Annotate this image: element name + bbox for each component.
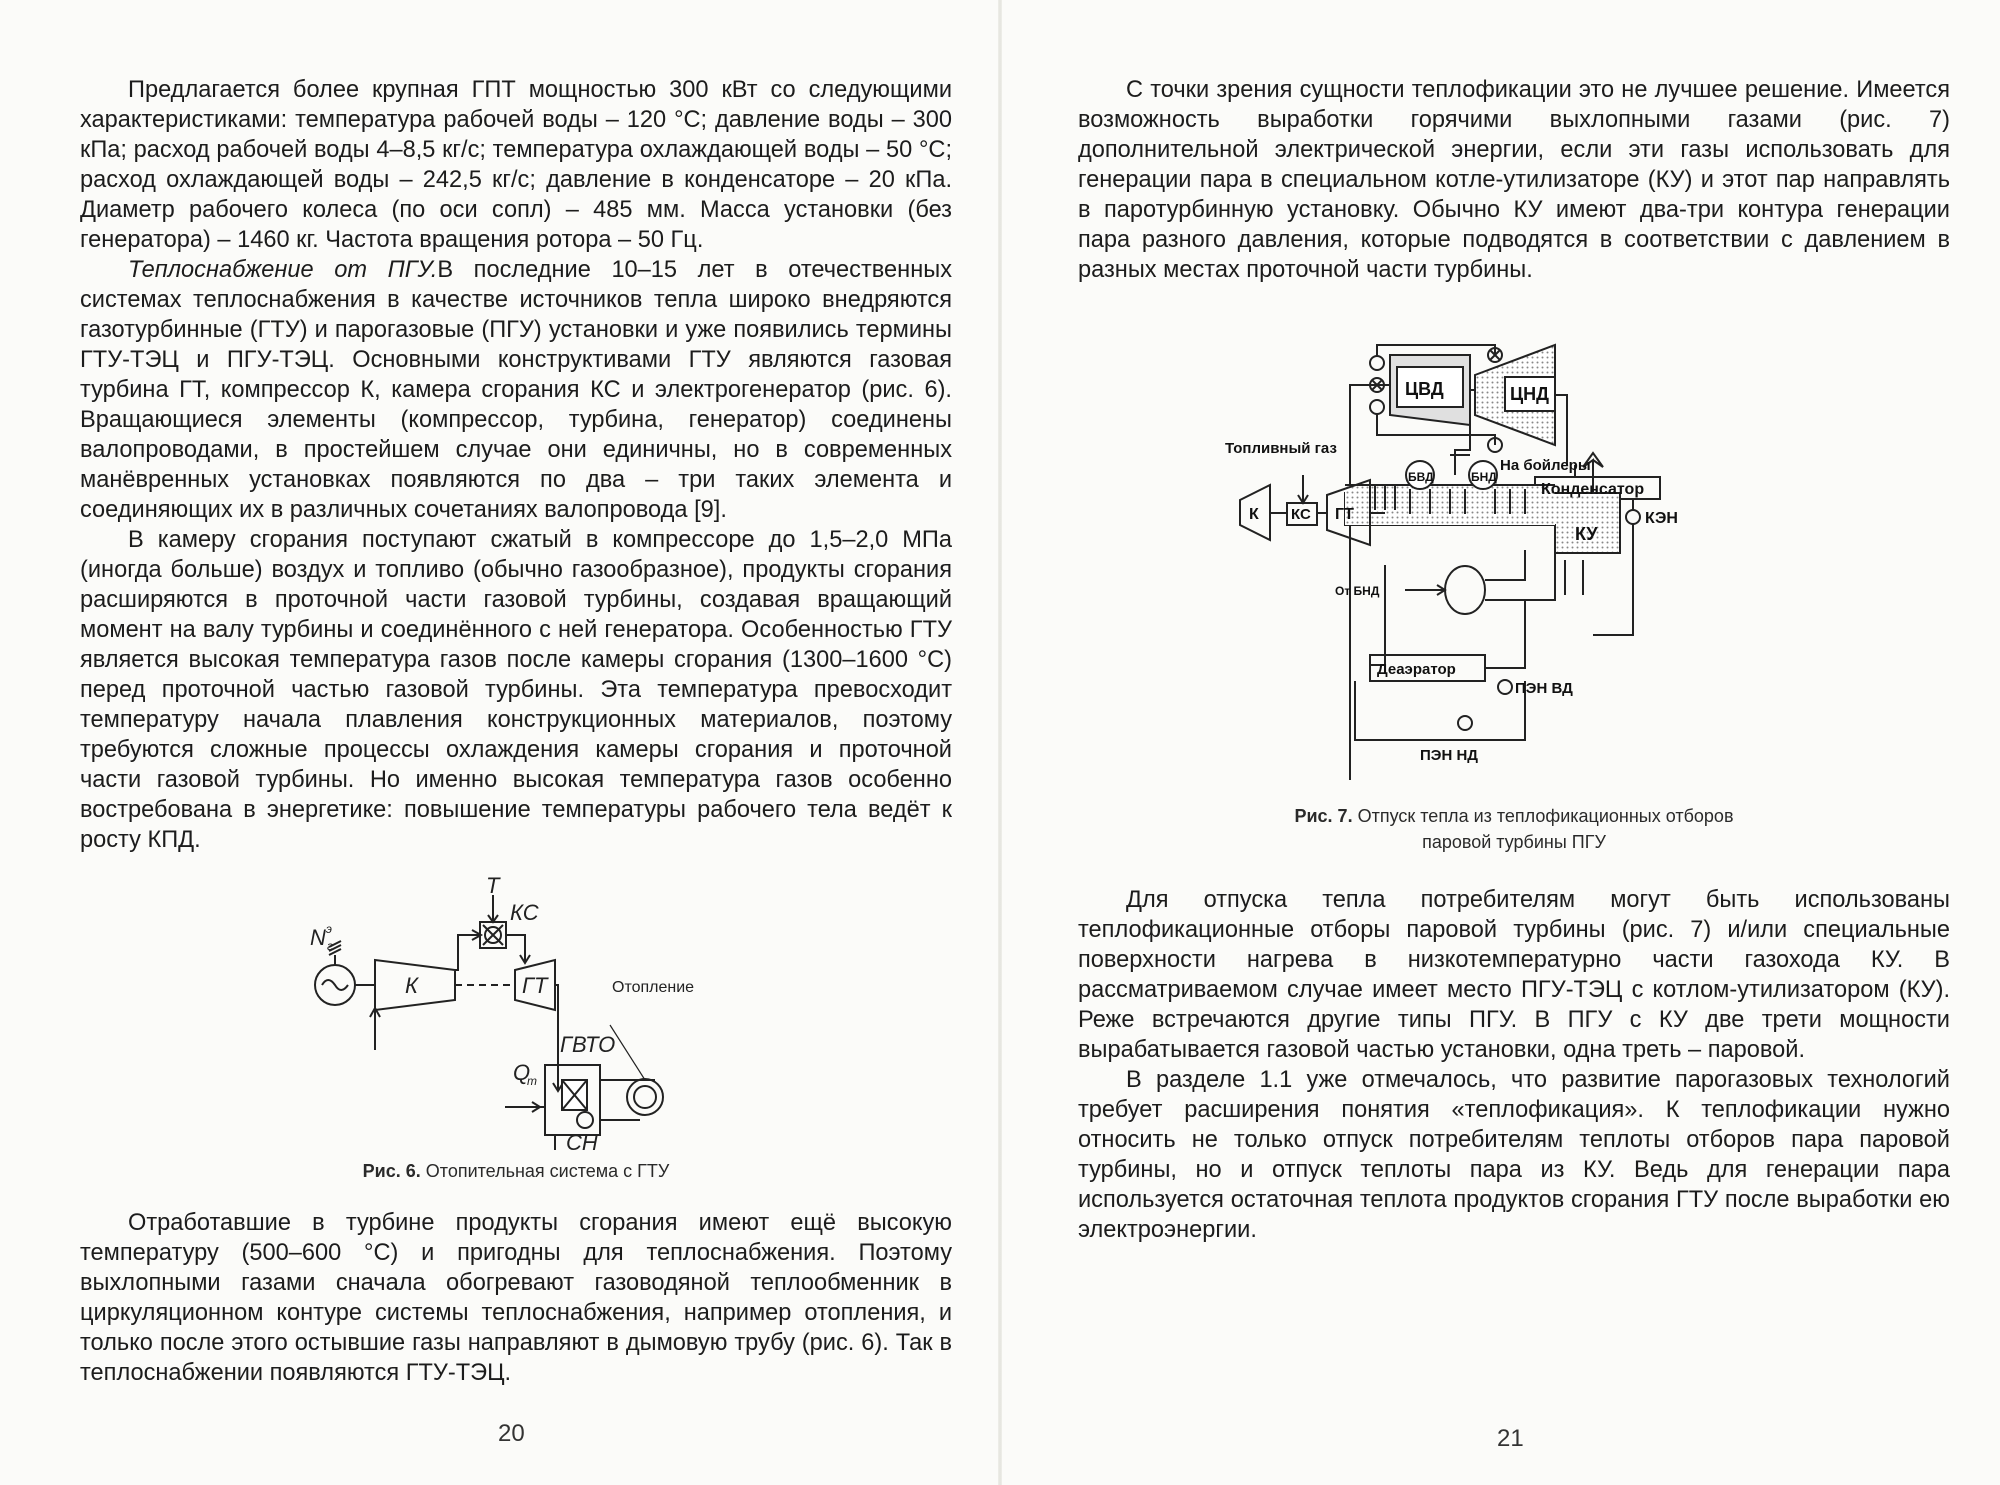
label-ot-bnd: От БНД xyxy=(1335,584,1380,598)
figure-6-diagram xyxy=(300,875,720,1150)
paragraph-pgu-text: В последние 10–15 лет в отечественных системах теплоснабжения в качестве источников тепла широко внедряются газотурбинные (ГТУ) и парогазовые (ПГУ) установки и уже появились термины ГТУ-ТЭЦ и ПГУ-ТЭЦ. Основными конструктивами ГТУ являются газовая турбина ГТ, компрессор К, камера сгорания КС и электрогенератор (рис. 6). Вращающиеся элементы (компрессор, турбина, генератор) соединены валопроводами, в простейшем случае они единичны, но в современных манёвренных установках появляются по два – три таких элемента и соединяющих их в различных сочетаниях валопровода [9]. xyxy=(80,257,952,523)
heating-consumer xyxy=(627,1079,663,1115)
label-pen-nd: ПЭН НД xyxy=(1420,747,1478,764)
pump-pen-nd xyxy=(1458,716,1472,730)
page-number-left: 20 xyxy=(498,1420,525,1447)
paragraph-combustion: В камеру сгорания поступают сжатый в компрессоре до 1,5–2,0 МПа (иногда больше) воздух и топливо (обычно газообразное), продукты сгорания расширяются в проточной части газовой турбины, создавая вращающий момент на валу турбины и соединённого с ней генератора. Особенностью ГТУ является высокая температура газов после камеры сгорания (1300–1600 °С) перед проточной частью газовой турбины. Эта температура превосходит температуру начала плавления конструкционных материалов, поэтому требуются сложные процессы охлаждения камеры сгорания и проточной части газовой турбины. Но именно высокая температура газов особенно востребована в энергетике: повышение температуры рабочего тела ведёт к росту КПД. xyxy=(80,527,952,853)
figure-6-caption-text: Отопительная система с ГТУ xyxy=(425,1161,670,1181)
figure-7-caption xyxy=(1078,803,1950,855)
paragraph-pgu xyxy=(80,255,952,525)
label-ku: КУ xyxy=(1575,524,1598,544)
figure-7-caption-line1-wrap xyxy=(1078,803,1950,829)
label-ken: КЭН xyxy=(1645,510,1678,527)
label-k-7: К xyxy=(1249,506,1259,523)
label-gt-7: ГТ xyxy=(1335,506,1354,523)
right-text-top xyxy=(1078,75,1950,285)
label-n-sup: э xyxy=(326,922,332,936)
label-k: К xyxy=(405,973,418,998)
label-cnd: ЦНД xyxy=(1510,384,1549,404)
label-ks: КС xyxy=(510,900,539,925)
label-bvd: БВД xyxy=(1408,470,1434,484)
label-gt: ГТ xyxy=(522,973,548,998)
page-number-right: 21 xyxy=(1497,1425,1524,1452)
left-text-top xyxy=(80,75,952,855)
left-text-bottom xyxy=(80,1208,952,1388)
figure-6-caption xyxy=(80,1158,952,1184)
label-heating: Отопление xyxy=(612,979,695,996)
label-ks-7: КС xyxy=(1291,506,1311,523)
italic-lead: Теплоснабжение от ПГУ. xyxy=(128,257,438,283)
right-text-mid xyxy=(1078,885,1950,1245)
paragraph-razdel: В разделе 1.1 уже отмечалось, что развитие парогазовых технологий требует расширения понятия «теплофикация». К теплофикации нужно относить не только отпуск потребителям теплоты отборов пара паровой турбины, но и отпуск теплоты пара из КУ. Ведь для генерации пара используется остаточная теплота продуктов сгорания ГТУ после выработки ею электроэнергии. xyxy=(1078,1067,1950,1243)
paragraph-exhaust: Отработавшие в турбине продукты сгорания имеют ещё высокую температуру (500–600 °С) и пригодны для теплоснабжения. Поэтому выхлопными газами сначала обогревают газоводяной теплообменник в циркуляционном контуре системы теплоснабжения, например отопления, и только после этого остывшие газы направляют в дымовую трубу (рис. 6). Так в теплоснабжении появляются ГТУ-ТЭЦ. xyxy=(80,1210,952,1386)
figure-7-diagram xyxy=(1225,335,1825,780)
figure-7-caption-line2: паровой турбины ПГУ xyxy=(1422,832,1606,852)
label-cvd: ЦВД xyxy=(1405,379,1444,399)
label-n-sub: г xyxy=(327,939,333,953)
label-boilers: На бойлеры xyxy=(1500,457,1591,474)
label-bnd: БНД xyxy=(1471,470,1497,484)
label-q-sub: т xyxy=(527,1074,537,1088)
label-n: N xyxy=(310,925,326,950)
paragraph-gpt: Предлагается более крупная ГПТ мощностью 300 кВт со следующими характеристиками: температура рабочей воды – 120 °С; давление воды – 300 кПа; расход рабочей воды 4–8,5 кг/с; температура охлаждающей воды – 50 °С; расход охлаждающей воды – 242,5 кг/с; давление в конденсаторе – 20 кПа. Диаметр рабочего колеса (по оси сопл) – 485 мм. Масса установки (без генератора) – 1460 кг. Частота вращения ротора – 50 Гц. xyxy=(80,77,952,253)
figure-7-caption-line1: Отпуск тепла из теплофикационных отборов xyxy=(1357,806,1734,826)
figure-7-caption-num: Рис. 7. xyxy=(1294,806,1353,826)
label-q: Q xyxy=(513,1060,531,1085)
label-pen-vd: ПЭН ВД xyxy=(1515,680,1573,697)
pump-pen-vd xyxy=(1498,680,1512,694)
label-deaerator: Деаэратор xyxy=(1377,661,1456,678)
label-t: Т xyxy=(486,875,500,898)
label-condenser: Конденсатор xyxy=(1541,481,1645,498)
label-fuel-gas: Топливный газ xyxy=(1225,440,1337,457)
paragraph-otpusk: Для отпуска тепла потребителям могут быть использованы теплофикационные отборы паровой турбины (рис. 7) и/или специальные поверхности нагрева в низкотемпературно части газохода КУ. В рассматриваемом случае имеет место ПГУ-ТЭЦ с котлом-утилизатором (КУ). Реже встречаются другие типы ПГУ. В ПГУ с КУ две трети мощности вырабатывается газовой частью установки, одна треть – паровой. xyxy=(1078,887,1950,1063)
label-sn: СН xyxy=(566,1130,598,1150)
paragraph-teplofikacia: С точки зрения сущности теплофикации это не лучшее решение. Имеется возможность выработки горячими выхлопными газами (рис. 7) дополнительной электрической энергии, если эти газы использовать для генерации пара в специальном котле-утилизаторе (КУ) и этот пар направлять в паротурбинную установку. Обычно КУ имеют два-три контура генерации пара разного давления, которые подводятся в соответствии с давлением в разных местах проточной части турбины. xyxy=(1078,77,1950,283)
figure-6-caption-num: Рис. 6. xyxy=(362,1161,421,1181)
pump-ken xyxy=(1626,510,1640,524)
pump-sn xyxy=(577,1112,593,1128)
label-gvto: ГВТО xyxy=(560,1032,616,1057)
